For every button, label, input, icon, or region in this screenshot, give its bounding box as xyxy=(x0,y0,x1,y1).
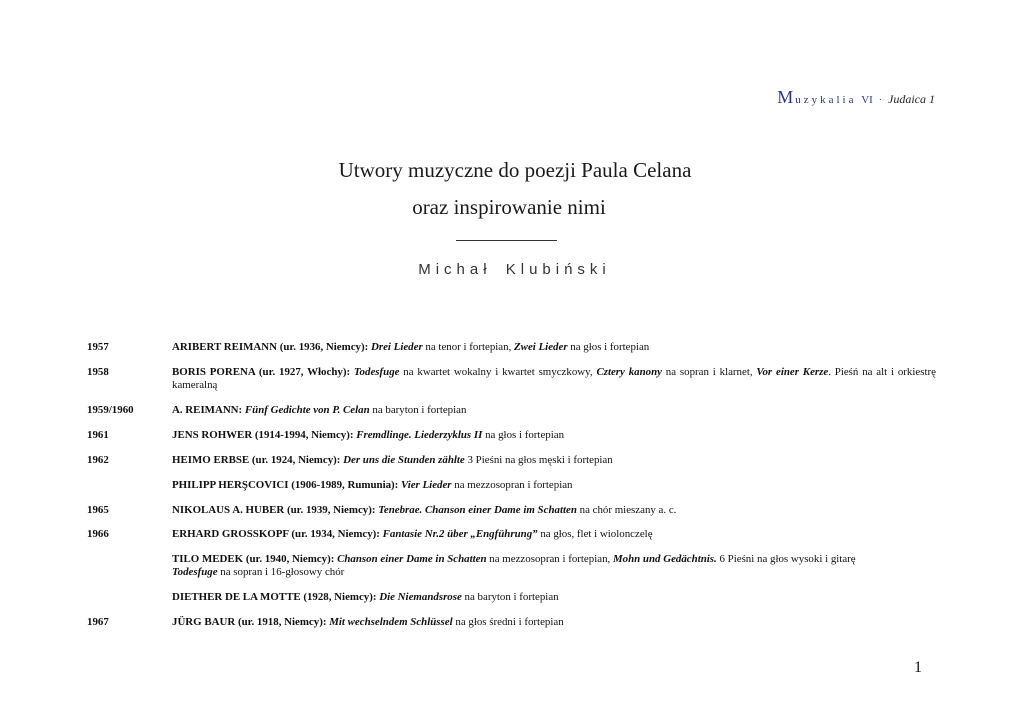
catalog-entry xyxy=(87,404,936,417)
entry-line xyxy=(172,528,936,541)
document-title-line-2: oraz inspirowanie nimi xyxy=(412,195,606,219)
work-note: na głos i fortepian xyxy=(482,428,565,441)
entry-line xyxy=(172,341,936,354)
entry-year: 1967 xyxy=(87,616,109,629)
work-note: na sopran i klarnet, xyxy=(661,365,757,378)
entry-year xyxy=(87,479,172,492)
entry-text xyxy=(172,616,936,629)
composer-name: A. REIMANN: xyxy=(172,403,245,416)
catalog-list xyxy=(87,341,936,641)
work-title: Todesfuge xyxy=(172,566,218,579)
work-title: Drei Lieder xyxy=(370,341,423,353)
catalog-entry xyxy=(87,454,936,467)
entry-year: 1966 xyxy=(87,528,109,541)
composer-name: HEIMO ERBSE (ur. 1924, Niemcy): xyxy=(172,453,344,466)
composer-name: ARIBERT REIMANN (ur. 1936, Niemcy): xyxy=(172,341,371,353)
work-title: Cztery kanony xyxy=(596,365,662,378)
work-note: na mezzosopran i fortepian xyxy=(451,478,573,491)
catalog-entry xyxy=(87,429,936,442)
entry-line xyxy=(172,366,936,391)
entry-text xyxy=(172,553,936,578)
catalog-entry xyxy=(87,591,936,604)
entry-text xyxy=(172,454,936,467)
entry-text xyxy=(172,504,936,517)
entry-line xyxy=(172,479,936,492)
work-title: Mit wechselndem Schlüssel xyxy=(329,616,453,629)
entry-year: 1961 xyxy=(87,428,109,441)
entry-year: 1958 xyxy=(87,365,109,378)
author-name: Michał Klubiński xyxy=(418,261,611,278)
catalog-entry xyxy=(87,504,936,517)
composer-name: ERHARD GROSSKOPF (ur. 1934, Niemcy): xyxy=(172,528,383,541)
entry-line xyxy=(172,553,936,566)
work-title: Fünf Gedichte von P. Celan xyxy=(244,403,370,416)
entry-line xyxy=(172,454,936,467)
work-note: na głos, flet i wiolonczelę xyxy=(537,528,653,541)
series-name: Muzykalia xyxy=(777,87,857,107)
work-note: . Pieśń na alt i orkiestrę kameralną xyxy=(172,365,936,391)
entry-year xyxy=(87,591,172,604)
work-note: na głos średni i fortepian xyxy=(452,616,564,629)
work-note: na chór mieszany a. c. xyxy=(576,503,677,516)
header-separator: · xyxy=(878,94,883,106)
entry-line xyxy=(172,566,936,579)
composer-name: JENS ROHWER (1914-1994, Niemcy): xyxy=(172,428,357,441)
work-note: na baryton i fortepian xyxy=(461,591,559,604)
work-title: Die Niemandsrose xyxy=(379,591,462,604)
work-note: na kwartet wokalny i kwartet smyczkowy, xyxy=(399,365,597,378)
catalog-entry xyxy=(87,479,936,492)
composer-name: PHILIPP HERŞCOVICI (1906-1989, Rumunia): xyxy=(172,478,402,491)
entry-text xyxy=(172,404,936,417)
work-note: na tenor i fortepian, xyxy=(422,341,515,353)
entry-text xyxy=(172,366,936,391)
work-note: 6 Pieśni na głos wysoki i gitarę xyxy=(716,553,856,566)
entry-year: 1962 xyxy=(87,453,109,466)
entry-year: 1965 xyxy=(87,503,109,516)
work-title: Todesfuge xyxy=(353,365,400,378)
entry-text xyxy=(172,528,936,541)
work-title: Vier Lieder xyxy=(401,478,452,491)
entry-line xyxy=(172,591,936,604)
page-number: 1 xyxy=(914,659,922,676)
catalog-entry xyxy=(87,341,936,354)
composer-name: JÜRG BAUR (ur. 1918, Niemcy): xyxy=(172,616,330,629)
title-divider xyxy=(456,240,557,241)
entry-year: 1957 xyxy=(87,341,109,353)
composer-name: BORIS PORENA (ur. 1927, Włochy): xyxy=(172,365,354,378)
work-title: Mohn und Gedächtnis. xyxy=(612,553,717,566)
entry-year xyxy=(87,553,172,578)
composer-name: DIETHER DE LA MOTTE (1928, Niemcy): xyxy=(172,591,380,604)
work-title: Vor einer Kerze xyxy=(756,365,829,378)
entry-line xyxy=(172,504,936,517)
work-title: Der uns die Stunden zählte xyxy=(343,453,465,466)
entry-text xyxy=(172,479,936,492)
work-note: na głos i fortepian xyxy=(567,341,650,353)
volume-number: VI xyxy=(861,94,873,106)
subseries-name: Judaica 1 xyxy=(888,92,935,106)
work-title: Zwei Lieder xyxy=(514,341,568,353)
work-title: Fantasie Nr.2 über „Engführung” xyxy=(382,528,538,541)
composer-name: TILO MEDEK (ur. 1940, Niemcy): xyxy=(172,553,338,566)
composer-name: NIKOLAUS A. HUBER (ur. 1939, Niemcy): xyxy=(172,503,379,516)
work-note: na mezzosopran i fortepian, xyxy=(486,553,613,566)
catalog-entry xyxy=(87,616,936,629)
work-note: na baryton i fortepian xyxy=(369,403,467,416)
entry-line xyxy=(172,616,936,629)
entry-line xyxy=(172,404,936,417)
entry-year: 1959/1960 xyxy=(87,403,134,416)
entry-line xyxy=(172,429,936,442)
work-note: na sopran i 16-głosowy chór xyxy=(217,566,345,579)
entry-text xyxy=(172,341,936,354)
running-head xyxy=(777,88,935,109)
entry-text xyxy=(172,429,936,442)
catalog-entry xyxy=(87,528,936,541)
work-note: 3 Pieśni na głos męski i fortepian xyxy=(464,453,613,466)
catalog-entry xyxy=(87,553,936,578)
document-title-line-1: Utwory muzyczne do poezji Paula Celana xyxy=(338,158,692,182)
work-title: Chanson einer Dame in Schatten xyxy=(337,553,487,566)
catalog-entry xyxy=(87,366,936,391)
work-title: Tenebrae. Chanson einer Dame im Schatten xyxy=(378,503,577,516)
entry-text xyxy=(172,591,936,604)
work-title: Fremdlinge. Liederzyklus II xyxy=(356,428,483,441)
